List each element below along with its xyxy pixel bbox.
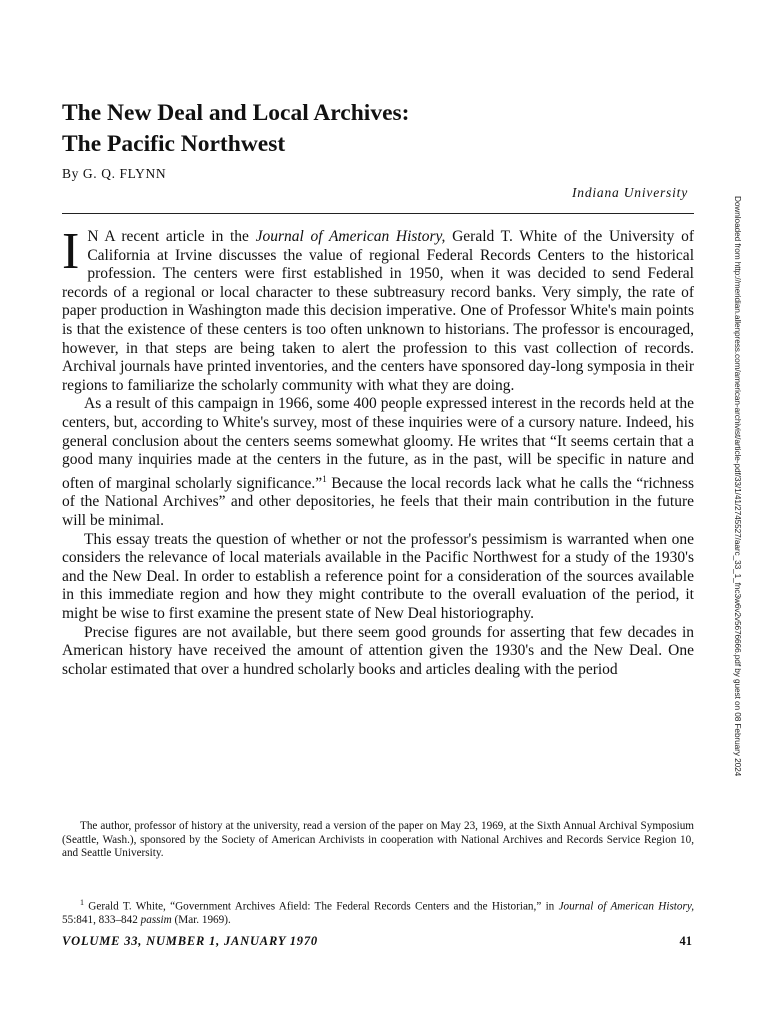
author-note [62, 820, 694, 861]
p2-text-a: As a result of this campaign in 1966, some 400 people expressed interest in the records held at the centers, but, according to White's survey, most of these inquiries were of a cursory nature. Indeed, his general conclusion about the centers seems somewhat gloomy. He writes that “It seems certain that a good many inquiries made at the centers in the future, as in the past, will be specific in nature and often of marginal scholarly significance.” [62, 395, 694, 492]
paragraph-2 [62, 395, 694, 530]
footnote-1-part-b: 55:841, 833–842 [62, 914, 141, 927]
author-byline: By G. Q. FLYNN [62, 166, 167, 181]
page-number: 41 [679, 934, 692, 948]
title-line-2: The Pacific Northwest [62, 131, 286, 157]
article-title [62, 98, 694, 160]
p2-text-b: Because the local records lack what he calls the “richness of the National Archives” and other depositories, he feels that their main contribution in the future will be minimal. [62, 474, 694, 530]
footnote-1-marker: 1 [80, 898, 84, 907]
article-body [62, 223, 695, 679]
footnote-1 [62, 896, 694, 928]
p1-journal-title: Journal of American History, [255, 228, 446, 245]
footnote-1-journal: Journal of American History, [558, 900, 694, 913]
author-affiliation: Indiana University [571, 185, 688, 200]
p1-text-b: Gerald T. White of the University of California at Irvine discusses the value of regional Federal Records Centers to the historical profession. The centers were first established in 1950, when it was decided to send Federal records of a regional or local character to these subtreasury record banks. Very simply, the rate of paper production in Washington made this decision imperative. One of Professor White's main points is that the existence of these centers is too often unknown to historians. The professor is encouraged, however, in that steps are being taken to alert the profession to this vast collection of records. Archival journals have printed inventories, and the centers have sponsored day-long symposia in their regions to familiarize the scholarly community with what they are doing. [62, 228, 695, 394]
paragraph-4: Precise figures are not available, but there seem good grounds for asserting that few decades in American history have received the amount of attention given the 1930's and the New Deal. One scholar estimated that over a hundred scholarly books and articles dealing with the period [62, 623, 694, 678]
title-line-1: The New Deal and Local Archives: [62, 100, 410, 126]
header-rule [62, 213, 694, 214]
drop-cap: I [62, 223, 80, 280]
footnote-1-part-c: (Mar. 1969). [171, 914, 231, 927]
footnote-1-part-a: Gerald T. White, “Government Archives Afield: The Federal Records Centers and the Historian,” in [84, 900, 559, 913]
p1-text-a: N A recent article in the [87, 228, 256, 245]
paragraph-1 [62, 223, 695, 395]
volume-footer: VOLUME 33, NUMBER 1, JANUARY 1970 [62, 934, 318, 948]
footnote-1-text [62, 896, 694, 928]
download-stamp: Downloaded from http://meridian.allenpress.com/american-archivist/article-pdf/33/1/41/2745527/aarc_33_1_fnc3w6v2v5676666.pdf by guest on 08 February 2024 [733, 196, 743, 777]
footnote-ref-1[interactable]: 1 [322, 473, 327, 484]
paragraph-3: This essay treats the question of whether or not the professor's pessimism is warranted when one considers the relevance of local materials available in the Pacific Northwest for a study of the 1930's and the New Deal. In order to establish a reference point for a consideration of the sources available in this immediate region and how they might contribute to the overall evaluation of the period, it might be wise to first examine the present state of New Deal historiography. [62, 530, 694, 623]
author-note-text: The author, professor of history at the university, read a version of the paper on May 23, 1969, at the Sixth Annual Archival Symposium (Seattle, Wash.), sponsored by the Society of American Archivists in cooperation with National Archives and Records Service Region 10, and Seattle University. [62, 820, 694, 859]
footnote-1-passim: passim [140, 914, 172, 927]
